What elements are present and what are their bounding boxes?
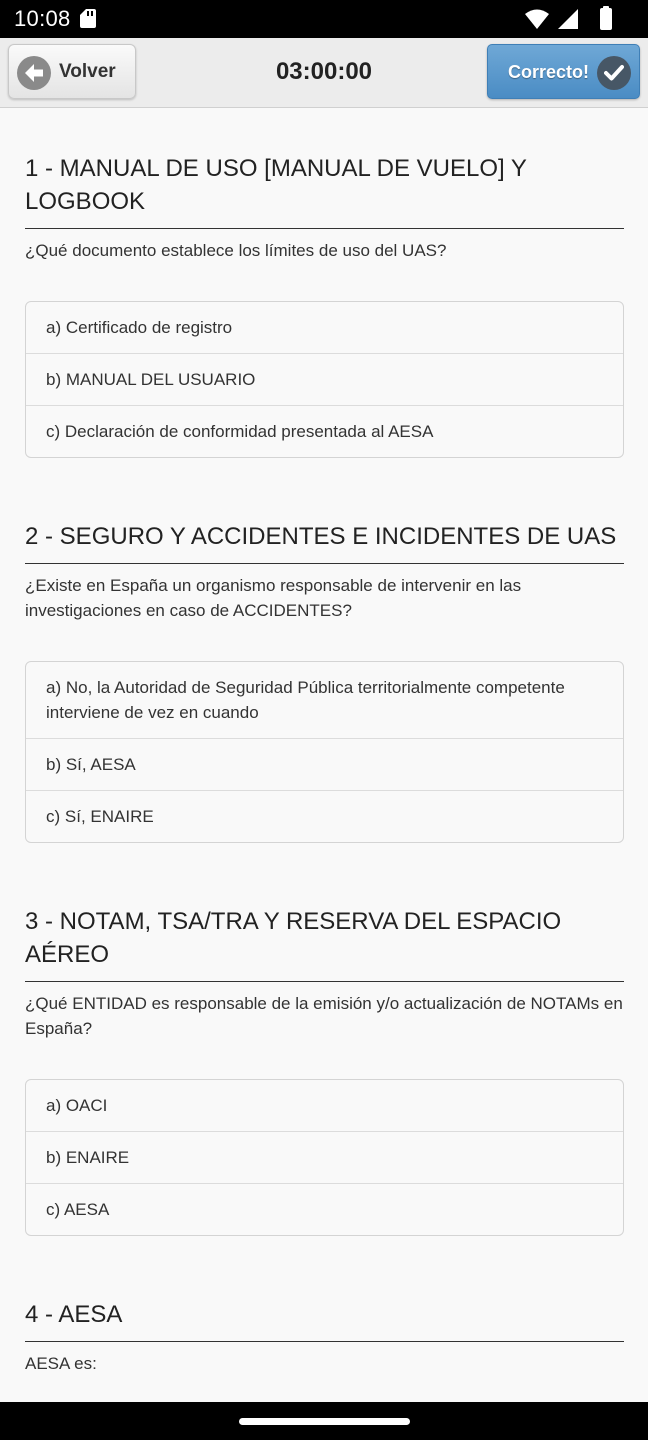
answer-options: [25, 661, 624, 843]
question-title: 4 - AESA: [25, 1298, 624, 1342]
question-text: ¿Qué documento establece los límites de uso del UAS?: [25, 241, 447, 260]
answer-options: [25, 301, 624, 458]
answer-option-b[interactable]: b) ENAIRE: [26, 1131, 623, 1183]
question-title: 2 - SEGURO Y ACCIDENTES E INCIDENTES DE UAS: [25, 520, 624, 564]
question-title: 1 - MANUAL DE USO [MANUAL DE VUELO] Y LOGBOOK: [25, 152, 624, 229]
answer-option-a[interactable]: a) OACI: [46, 1096, 108, 1115]
toolbar: [0, 38, 648, 108]
question-1: [25, 152, 624, 441]
check-label: Correcto!: [508, 62, 590, 82]
answer-option-c[interactable]: c) Declaración de conformidad presentada al AESA: [26, 405, 623, 457]
battery-icon: [600, 8, 612, 30]
answer-option-a[interactable]: a) No, la Autoridad de Seguridad Pública territorialmente competente interviene de vez en cuando: [46, 678, 565, 722]
status-bar: [0, 0, 648, 38]
question-text: AESA es:: [25, 1354, 97, 1373]
answer-option-a[interactable]: a) Certificado de registro: [46, 318, 233, 337]
question-2: [25, 520, 624, 826]
question-list[interactable]: [0, 108, 648, 1402]
sd-card-icon: [80, 9, 96, 28]
answer-option-b[interactable]: b) MANUAL DEL USUARIO: [26, 353, 623, 405]
question-4: [25, 1298, 624, 1376]
question-title: 3 - NOTAM, TSA/TRA Y RESERVA DEL ESPACIO AÉREO: [25, 905, 624, 982]
back-arrow-icon: [17, 56, 51, 90]
question-3: [25, 905, 624, 1219]
status-time: 10:08: [14, 6, 71, 31]
check-answers-button[interactable]: [487, 44, 640, 99]
answer-option-c[interactable]: c) AESA: [26, 1183, 623, 1235]
back-label: Volver: [59, 61, 116, 82]
question-text: ¿Existe en España un organismo responsable de intervenir en las investigaciones en caso de ACCIDENTES?: [25, 576, 522, 620]
navigation-bar: [0, 1402, 648, 1440]
answer-options: [25, 1079, 624, 1236]
question-text: ¿Qué ENTIDAD es responsable de la emisión y/o actualización de NOTAMs en España?: [25, 994, 623, 1038]
back-button[interactable]: [8, 44, 136, 99]
exam-timer: 03:00:00: [275, 58, 373, 85]
signal-icon: [556, 8, 580, 30]
checkmark-icon: [597, 56, 631, 90]
wifi-icon: [524, 8, 550, 30]
home-gesture-handle[interactable]: [239, 1418, 410, 1425]
answer-option-b[interactable]: b) Sí, AESA: [26, 738, 623, 790]
answer-option-c[interactable]: c) Sí, ENAIRE: [26, 790, 623, 842]
